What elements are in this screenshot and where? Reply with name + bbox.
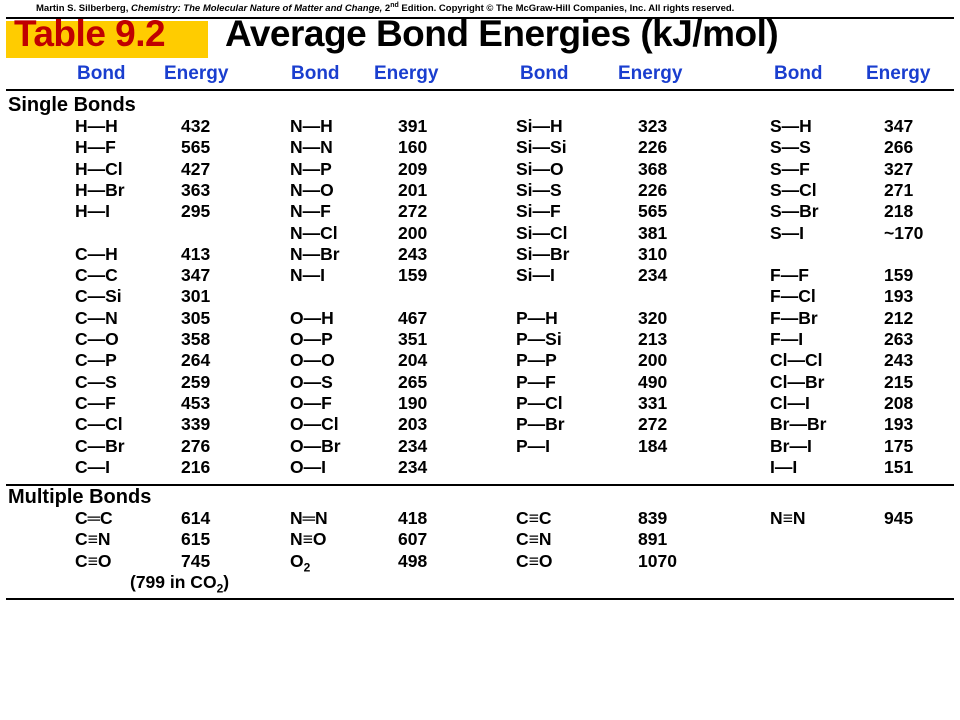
header-bond-1: Bond (77, 63, 126, 84)
energy-cell: 204 (398, 350, 428, 371)
energy-cell: 347 (181, 265, 211, 286)
bond-cell: H—H (75, 116, 118, 136)
energy-cell: 184 (638, 435, 668, 456)
energy-cell: 351 (398, 329, 428, 349)
header-energy-4: Energy (866, 63, 931, 84)
bond-cell: Si—F (516, 201, 561, 222)
credit-edition-suffix: nd (390, 2, 399, 9)
bond-cell: Si—Cl (516, 222, 568, 243)
co2-note (130, 572, 229, 600)
energy-cell: 159 (398, 265, 428, 286)
energy-cell: 218 (884, 201, 914, 222)
table-title: Average Bond Energies (kJ/mol) (225, 13, 779, 54)
energy-cell: 453 (181, 392, 211, 413)
energy-cell: 151 (884, 456, 914, 477)
energy-cell: 614 (181, 508, 211, 528)
bond-cell: C≡N (75, 529, 111, 550)
bond-cell: C—I (75, 456, 110, 477)
energy-cell: 160 (398, 137, 428, 158)
bond-cell: O—P (290, 329, 333, 349)
bond-cell: H—Br (75, 179, 125, 200)
energy-cell: 190 (398, 392, 428, 413)
bond-cell: S—H (770, 116, 812, 136)
energy-cell: 368 (638, 158, 668, 179)
multiple-bonds-label: Multiple Bonds (8, 486, 152, 508)
energy-cell: 203 (398, 414, 428, 435)
energy-cell: 363 (181, 179, 211, 200)
energy-cell: 213 (638, 329, 668, 349)
header-rule (6, 89, 954, 91)
bond-cell: P—H (516, 307, 558, 328)
table-number: Table 9.2 (14, 13, 166, 54)
energy-cell: 295 (181, 201, 211, 222)
header-bond-4: Bond (774, 63, 823, 84)
bond-cell: O—I (290, 456, 326, 477)
bond-cell: H—Cl (75, 158, 123, 179)
energy-cell: 323 (638, 116, 668, 136)
bond-cell: C≡N (516, 529, 552, 550)
energy-cell: 234 (398, 456, 428, 477)
energy-cell: 381 (638, 222, 668, 243)
bond-cell: N—F (290, 201, 331, 222)
bond-cell: C—C (75, 265, 118, 286)
bond-cell: C≡C (516, 508, 552, 528)
energy-cell: 243 (884, 350, 914, 371)
bond-cell: P—Cl (516, 392, 563, 413)
bond-cell: Si—I (516, 265, 555, 286)
energy-cell: 565 (638, 201, 668, 222)
energy-cell: 271 (884, 179, 914, 200)
energy-cell: 358 (181, 329, 211, 349)
header-energy-2: Energy (374, 63, 439, 84)
bond-cell: I—I (770, 456, 798, 477)
energy-cell: 310 (638, 243, 668, 264)
bond-cell: Si—S (516, 179, 562, 200)
energy-cell: 265 (398, 371, 428, 392)
bond-cell: S—F (770, 158, 810, 179)
energy-cell: 276 (181, 435, 211, 456)
bond-cell: N—Cl (290, 222, 338, 243)
bond-cell: H—I (75, 201, 110, 222)
energy-cell: 234 (398, 435, 428, 456)
energy-cell: 234 (638, 265, 668, 286)
energy-cell: 208 (884, 392, 914, 413)
energy-cell: ~170 (884, 222, 924, 243)
energy-cell: 215 (884, 371, 914, 392)
energy-cell: 200 (398, 222, 428, 243)
bond-cell: C—O (75, 329, 119, 349)
bond-cell: F—Cl (770, 286, 816, 307)
bond-cell: H—F (75, 137, 116, 158)
bond-cell: N≡N (770, 508, 806, 528)
bond-cell: S—Cl (770, 179, 817, 200)
bond-cell: C═C (75, 508, 113, 528)
bond-cell: C≡O (75, 550, 112, 571)
energy-cell: 320 (638, 307, 668, 328)
bond-cell: Si—H (516, 116, 563, 136)
bond-cell: O—Br (290, 435, 341, 456)
energy-cell: 263 (884, 329, 914, 349)
energy-cell: 745 (181, 550, 211, 571)
bond-cell: Si—O (516, 158, 564, 179)
bond-cell: N≡O (290, 529, 327, 550)
energy-cell: 413 (181, 243, 211, 264)
energy-cell: 339 (181, 414, 211, 435)
energy-cell: 607 (398, 529, 428, 550)
energy-cell: 200 (638, 350, 668, 371)
bond-cell: S—S (770, 137, 811, 158)
bond-cell: P—I (516, 435, 551, 456)
energy-cell: 226 (638, 137, 668, 158)
bond-cell: P—Br (516, 414, 565, 435)
energy-cell: 305 (181, 307, 211, 328)
bond-cell: F—I (770, 329, 804, 349)
co2-note-subscript: 2 (216, 581, 224, 596)
energy-cell: 272 (398, 201, 428, 222)
energy-cell: 1070 (638, 550, 677, 571)
energy-cell: 272 (638, 414, 668, 435)
energy-cell: 427 (181, 158, 211, 179)
bond-cell: P—F (516, 371, 556, 392)
bond-cell: N—I (290, 265, 325, 286)
header-energy-3: Energy (618, 63, 683, 84)
energy-cell: 891 (638, 529, 668, 550)
energy-cell: 301 (181, 286, 211, 307)
energy-cell: 839 (638, 508, 668, 528)
bond-cell: N═N (290, 508, 328, 528)
bond-cell: C—H (75, 243, 118, 264)
bond-cell: C—Br (75, 435, 125, 456)
bond-cell: F—F (770, 265, 809, 286)
bond-cell: N—H (290, 116, 333, 136)
bond-cell: O—H (290, 307, 334, 328)
energy-cell: 498 (398, 550, 428, 571)
energy-cell: 243 (398, 243, 428, 264)
energy-cell: 193 (884, 286, 914, 307)
bond-cell: C—N (75, 307, 118, 328)
header-bond-3: Bond (520, 63, 569, 84)
bond-cell: S—I (770, 222, 805, 243)
bond-cell: N—N (290, 137, 333, 158)
single-bonds-label: Single Bonds (8, 94, 136, 116)
energy-cell: 615 (181, 529, 211, 550)
bond-cell: C—Si (75, 286, 122, 307)
bond-cell: O—S (290, 371, 333, 392)
bond-cell: C—P (75, 350, 117, 371)
header-bond-2: Bond (291, 63, 340, 84)
bond-cell: F—Br (770, 307, 818, 328)
o2-subscript: 2 (303, 560, 311, 575)
bond-cell: P—Si (516, 329, 562, 349)
credit-author: Martin S. Silberberg, (36, 3, 132, 15)
energy-cell: 201 (398, 179, 428, 200)
energy-cell: 264 (181, 350, 211, 371)
credit-book-title: Chemistry: The Molecular Nature of Matter and Change, (131, 3, 383, 15)
bond-cell: Cl—Cl (770, 350, 823, 371)
energy-cell: 331 (638, 392, 668, 413)
bottom-rule (6, 598, 954, 600)
energy-cell: 209 (398, 158, 428, 179)
energy-cell: 226 (638, 179, 668, 200)
bond-cell: N—O (290, 179, 334, 200)
bond-cell: O—O (290, 350, 335, 371)
energy-cell: 266 (884, 137, 914, 158)
energy-cell: 467 (398, 307, 428, 328)
bond-cell: Si—Br (516, 243, 570, 264)
energy-cell: 432 (181, 116, 211, 136)
bond-cell: O—F (290, 392, 332, 413)
bond-cell: N—P (290, 158, 332, 179)
energy-cell: 418 (398, 508, 428, 528)
co2-note-prefix: (799 in CO (130, 572, 217, 592)
energy-cell: 216 (181, 456, 211, 477)
energy-cell: 259 (181, 371, 211, 392)
o2-bond-cell: $O_2$ (290, 550, 311, 575)
credit-edition: 2 (382, 3, 391, 15)
bond-cell: P—P (516, 350, 557, 371)
bond-cell: S—Br (770, 201, 819, 222)
header-energy-1: Energy (164, 63, 229, 84)
bond-cell: C—F (75, 392, 116, 413)
bond-cell: Cl—I (770, 392, 810, 413)
bond-cell: Br—Br (770, 414, 827, 435)
credit-rights: Edition. Copyright © The McGraw-Hill Companies, Inc. All rights reserved. (398, 3, 735, 15)
energy-cell: 193 (884, 414, 914, 435)
bond-cell: Si—Si (516, 137, 567, 158)
energy-cell: 212 (884, 307, 914, 328)
energy-cell: 391 (398, 116, 428, 136)
energy-cell: 175 (884, 435, 914, 456)
bond-cell: C≡O (516, 550, 553, 571)
bond-cell: O—Cl (290, 414, 339, 435)
energy-cell: 565 (181, 137, 211, 158)
co2-note-suffix: ) (223, 572, 230, 592)
energy-cell: 327 (884, 158, 914, 179)
energy-cell: 945 (884, 508, 914, 528)
bond-cell: C—Cl (75, 414, 123, 435)
energy-cell: 159 (884, 265, 914, 286)
bond-cell: N—Br (290, 243, 340, 264)
energy-cell: 490 (638, 371, 668, 392)
energy-cell: 347 (884, 116, 914, 136)
bond-cell: Cl—Br (770, 371, 825, 392)
bond-cell: C—S (75, 371, 117, 392)
bond-cell: Br—I (770, 435, 812, 456)
